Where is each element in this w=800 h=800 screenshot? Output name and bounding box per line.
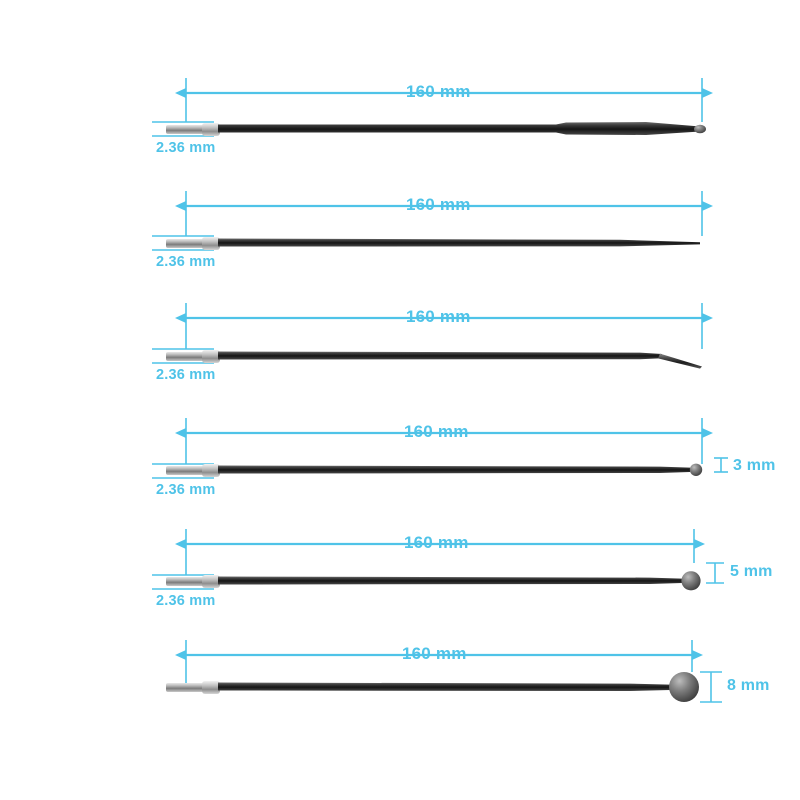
tip-label-4: 3 mm [733,457,776,474]
dimension-tip-4 [714,458,728,472]
probe-body-6 [166,672,699,702]
handle-label-1: 2.36 mm [156,140,216,156]
length-label-1: 160 mm [406,82,471,101]
probe-body-5 [166,571,701,590]
handle-label-2: 2.36 mm [156,254,216,270]
handle-label-4: 2.36 mm [156,482,216,498]
probe-body-3 [166,350,702,369]
length-label-3: 160 mm [406,307,471,326]
probe-body-1 [166,122,706,136]
length-label-2: 160 mm [406,195,471,214]
handle-label-3: 2.36 mm [156,367,216,383]
length-label-5: 160 mm [404,533,469,552]
probe-body-4 [166,464,702,477]
dimension-tip-5 [706,563,724,583]
tip-label-6: 8 mm [727,677,770,694]
length-label-6: 160 mm [402,644,467,663]
tip-label-5: 5 mm [730,563,773,580]
probe-body-2 [166,237,700,250]
handle-label-5: 2.36 mm [156,593,216,609]
dimension-tip-6 [700,672,722,702]
length-label-4: 160 mm [404,422,469,441]
